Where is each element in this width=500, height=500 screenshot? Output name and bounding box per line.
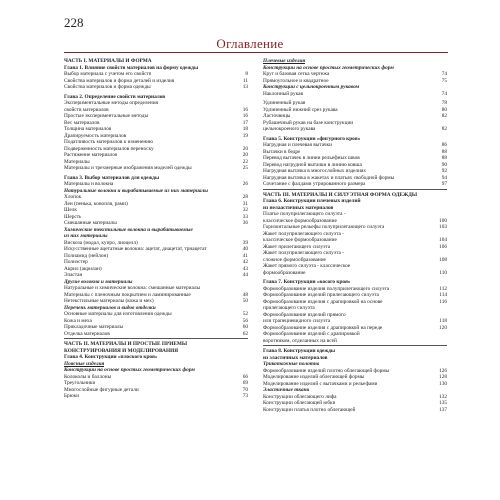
toc-entry-title: цельнокроеного рукава: [263, 126, 316, 132]
toc-entry-page: 66: [242, 373, 248, 380]
toc-entry-page: 60: [242, 324, 248, 330]
toc-entry-page: 20: [242, 152, 248, 158]
toc-entry-title: Глава 4. Конструкции «плоского кроя»: [64, 354, 158, 360]
toc-entry-title: Конструкции платья плотно облегающей: [263, 406, 356, 413]
toc-entry-page: 8: [245, 71, 248, 77]
toc-entry-page: 44: [242, 272, 248, 278]
toc-entry-page: 22: [242, 158, 248, 165]
toc-entry-title: Жакет прилегающего силуэта: [263, 243, 331, 250]
toc-entry-title: Жакет прямого силуэта - классическое: [263, 263, 351, 269]
toc-entry-page: 20: [242, 145, 248, 152]
toc-entry-page: 52: [242, 311, 248, 317]
toc-entry-title: Платье полуприлегающего силуэта -: [263, 211, 346, 217]
toc-entry-title: Химические текстильные волокна и вырабатываемые: [64, 226, 193, 233]
toc-entry-title: Жакет полуприлегающего силуэта -: [263, 250, 344, 256]
toc-entry-page: 39: [242, 239, 248, 246]
toc-entry-title: Подверженность материалов переноску: [64, 145, 154, 152]
toc-entry-title: Растяжение материалов: [64, 152, 118, 158]
toc-entry-title: Конструкции облегающей юбки: [263, 400, 336, 406]
toc-entry-page: 74: [441, 90, 447, 97]
toc-entry-title: из нелаастичных материалов: [263, 204, 334, 211]
toc-entry-title: Глава 1. Влияние свойств материалов на форму одежды: [64, 64, 199, 71]
toc-entry-page: 126: [439, 367, 447, 374]
toc-entry-title: Моделирование изделий облегающей формы: [263, 374, 365, 380]
toc-entry-title: Выбор материала с учетом его свойств: [64, 71, 152, 77]
toc-entry-page: 48: [242, 291, 248, 298]
toc-entry: [64, 331, 248, 338]
toc-entry-title: Ласточвицы: [263, 113, 291, 119]
toc-entry-page: 86: [441, 142, 447, 148]
toc-entry-page: 69: [242, 380, 248, 386]
toc-entry-page: 19: [242, 132, 248, 139]
toc-entry-page: 41: [242, 252, 248, 259]
toc-entry-title: Прикладочные материалы: [64, 324, 124, 330]
page-title: Оглавление: [216, 36, 284, 51]
toc-entry-page: 56: [242, 317, 248, 324]
toc-entry-page: 28: [242, 194, 248, 200]
toc-entry-page: 128: [439, 374, 447, 380]
toc-entry-title: Глава 2. Определение свойств материалов: [64, 93, 166, 100]
toc-entry-title: классическое формообразование: [263, 237, 337, 243]
toc-entry-title: сложное формообразование: [263, 256, 326, 263]
toc-entry-page: 74: [441, 71, 447, 77]
toc-entry: [64, 393, 248, 400]
toc-section-divider: [263, 189, 447, 190]
toc-entry-title: Свойства материалов и форма деталей и изделия: [64, 77, 175, 84]
toc-entry-title: Перевод нагрудной вытачки в линию ковша: [263, 161, 362, 168]
toc-entry: [263, 407, 447, 414]
toc-entry-title: Формообразование изделия с драпировкой на основе: [263, 298, 383, 305]
toc-entry-title: Свойства материалов и форма одежды: [64, 84, 151, 90]
toc-entry-title: Другие волокна и материалы: [64, 278, 133, 285]
toc-entry-title: Полиамид (нейлон): [64, 252, 109, 259]
toc-entry-page: 33: [242, 213, 248, 220]
toc-entry-title: Колоколы и баллоны: [64, 373, 112, 380]
toc-entry-page: 43: [242, 265, 248, 272]
toc-entry-title: Моделирование изделий с вытачками и рельефами: [263, 380, 378, 387]
toc-entry-page: 26: [242, 181, 248, 187]
toc-entry-page: 97: [441, 181, 447, 187]
toc-column-left: [64, 58, 248, 400]
toc-entry-title: Прямоугольное и квадратное: [263, 77, 329, 84]
toc-entry-title: Треугольники: [64, 380, 96, 386]
toc-entry-title: Материалы с пленочным покрытием и ламинированные: [64, 291, 191, 298]
toc-entry-title: Основные материалы для изготовления одежды: [64, 311, 172, 317]
toc-entry-page: 78: [441, 100, 447, 106]
toc-entry-title: Плечевые изделия: [263, 58, 306, 64]
toc-entry-title: Натуральные и химические волокна: смешанные материалы: [64, 285, 201, 291]
toc-entry-title: Удлиненный нижний срез рукава: [263, 106, 338, 113]
toc-entry-title: Формообразование изделий с драпировкой: [263, 331, 360, 337]
toc-entry-title: из них материалы: [64, 233, 108, 239]
toc-entry-title: Глава 5. Конструкции «фигурного кроя»: [263, 135, 361, 142]
toc-entry-title: свойств материалов: [64, 106, 109, 113]
toc-entry-title: Нагрудная вытачка в жакетах и платьях свободной формы: [263, 174, 395, 181]
toc-entry-title: Шерсть: [64, 213, 82, 220]
toc-entry-page: 36: [242, 220, 248, 226]
toc-entry-title: Простые экспериментальные методы: [64, 113, 149, 119]
toc-entry-title: Вытачки в бедре: [263, 148, 301, 155]
toc-entry-title: ЧАСТЬ II. МАТЕРИАЛЫ И ПРОСТЫЕ ПРИЕМЫ: [64, 341, 188, 347]
toc-entry-page: 114: [439, 292, 447, 298]
toc-entry-title: Нагрудная вытачка в многослойных изделиях: [263, 168, 367, 174]
toc-entry-title: Конструкции облегающего лифа: [263, 393, 337, 400]
toc-entry-title: Кожа и меха: [64, 317, 92, 324]
toc-entry-title: Наклонный рукав: [263, 90, 304, 97]
toc-entry-page: 11: [242, 77, 248, 84]
toc-entry-page: 108: [439, 256, 447, 263]
toc-entry-title: Смешанные материалы: [64, 220, 117, 226]
toc-entry-title: Трикотажные полотна: [263, 361, 320, 367]
toc-entry-title: КОНСТРУИРОВАНИЯ И МОДЕЛИРОВАНИЯ: [64, 347, 179, 354]
toc-entry-title: Конструкции с цельнокроенным рукавом: [263, 84, 360, 90]
toc-entry-page: [445, 338, 447, 345]
toc-entry-page: 130: [439, 380, 447, 387]
toc-entry-title: Сочетание с фалдами утрированного размера: [263, 181, 366, 187]
toc-entry-page: 62: [242, 330, 248, 337]
toc-entry-title: Податливость материалов к изменению: [64, 139, 153, 145]
toc-entry-title: Глава 7. Конструкции «косого кроя»: [263, 279, 351, 285]
toc-entry-title: Эластичные ткани: [263, 387, 310, 393]
toc-entry-page: 90: [441, 161, 447, 168]
toc-entry-page: 40: [242, 246, 248, 252]
toc-entry-page: 80: [441, 106, 447, 113]
toc-entry-title: прилегающего силуэта: [263, 305, 315, 311]
toc-entry-title: Формообразование изделия с драпировкой на переде: [263, 324, 383, 331]
toc-entry-title: ЧАСТЬ I. МАТЕРИАЛЫ И ФОРМА: [64, 58, 152, 64]
toc-entry-title: Экспериментальные методы определения: [64, 100, 158, 106]
toc-column-right: [263, 58, 447, 413]
toc-entry-title: классическое формообразование: [263, 217, 337, 224]
toc-entry-page: 118: [439, 318, 447, 324]
toc-entry-page: 16: [242, 113, 248, 119]
toc-entry: [263, 181, 447, 188]
toc-entry-title: Конструкции на основе простых геометрических форм: [64, 367, 195, 373]
toc-entry-page: 112: [439, 285, 447, 292]
toc-entry-title: Толщина материалов: [64, 126, 112, 132]
toc-entry-page: 116: [439, 298, 447, 305]
toc-entry-page: 42: [242, 259, 248, 265]
toc-entry-page: 16: [242, 106, 248, 113]
toc-entry-page: 32: [242, 207, 248, 213]
toc-entry-title: Вискоза (модал, купро, лиоцелл): [64, 239, 138, 246]
toc-entry-page: 50: [242, 298, 248, 304]
toc-entry-page: 104: [439, 237, 447, 243]
toc-entry-title: Формообразование изделий плотно облегающей формы: [263, 367, 390, 374]
toc-entry-title: Полиэстер: [64, 259, 88, 265]
toc-entry-page: 75: [441, 77, 447, 84]
toc-entry-title: Материалы и трехмерные изображения моделей одежды: [64, 165, 192, 171]
toc-entry-title: формообразование: [263, 269, 306, 276]
toc-entry: [263, 338, 447, 345]
toc-entry-title: Хлопок: [64, 194, 82, 200]
toc-entry-page: 132: [439, 393, 447, 400]
toc-entry-page: 135: [439, 400, 447, 406]
toc-entry-page: 18: [242, 126, 248, 132]
toc-entry-title: Лен (пенька, конопля, рами): [64, 200, 128, 207]
toc-entry-title: Акрил (акрилан): [64, 265, 102, 272]
toc-entry-title: Круг и базовая сетка чертежа: [263, 71, 330, 77]
toc-entry-title: ЧАСТЬ III. МАТЕРИАЛЫ И СИЛУЭТНАЯ ФОРМА ОДЕЖДЫ: [263, 191, 418, 198]
toc-entry-title: Драпируемость материалов: [64, 132, 127, 139]
toc-entry-title: Формообразование изделия полуприлегающего силуэта: [263, 285, 390, 292]
toc-section-divider: [263, 345, 447, 346]
toc-entry-title: Материалы и волокна: [64, 181, 114, 187]
toc-entry-title: Горизонтальные рельефы полуприлегающего силуэта: [263, 224, 385, 230]
toc-entry-title: Жакет полуприлегающего силуэта -: [263, 230, 344, 237]
toc-entry-page: 120: [439, 324, 447, 331]
toc-entry-title: Перечень материалов и видов отделки: [64, 304, 156, 311]
toc-entry-page: 31: [242, 200, 248, 207]
toc-entry-page: 70: [242, 386, 248, 393]
toc-entry-page: 17: [242, 119, 248, 126]
toc-entry-page: 103: [439, 224, 447, 230]
page-number: 228: [64, 15, 84, 30]
toc-entry-title: Формообразование изделий прилегающего силуэта: [263, 292, 379, 298]
toc-entry-title: Искусственные ацетатные волокна: ацетат, диацетат, триацетат: [64, 246, 207, 252]
toc-entry-page: 100: [439, 217, 447, 224]
toc-entry-page: 82: [441, 126, 447, 132]
toc-entry-title: Эластан: [64, 272, 83, 278]
toc-entry-title: Натуральные волокна и вырабатываемые из них материалы: [64, 187, 208, 194]
toc-entry-title: Перевод вытачек в линии рельефных швов: [263, 155, 360, 161]
toc-entry-title: Формообразование изделий прямого: [263, 311, 346, 318]
toc-entry-page: 25: [242, 165, 248, 171]
toc-entry-page: 73: [242, 393, 248, 399]
toc-entry-title: Нагрудная и плечевая вытачки: [263, 142, 332, 148]
toc-entry-title: Шелк: [64, 207, 77, 213]
toc-entry-title: Брюки: [64, 393, 80, 399]
toc-entry-title: Глава 8. Конструкции одежды: [263, 348, 336, 354]
toc-entry-page: 13: [242, 84, 248, 90]
toc-entry-page: 106: [439, 243, 447, 250]
toc-entry-title: Поясные изделия: [64, 360, 105, 367]
toc-entry-page: 110: [439, 269, 447, 276]
toc-entry-page: 92: [441, 168, 447, 174]
toc-entry-page: 137: [439, 406, 447, 413]
toc-entry-title: Вес материалов: [64, 119, 100, 126]
toc-section-divider: [64, 338, 248, 339]
toc-entry-title: Удлиненный рукав: [263, 100, 306, 106]
toc-entry-page: 82: [441, 113, 447, 119]
toc-entry-title: из эластичных материалов: [263, 354, 328, 361]
toc-entry-title: Отделка материалов: [64, 330, 110, 337]
toc-entry-title: Нетекстильные материалы (кожа и мех): [64, 298, 154, 304]
toc-entry-title: Конструкции на основе простых геометрических форм: [263, 64, 394, 71]
toc-entry-title: воротником, отделанных на всей: [263, 337, 337, 344]
toc-entry-title: Глава 3. Выбор материалов для одежды: [64, 174, 160, 181]
toc-entry-page: 88: [441, 155, 447, 161]
toc-entry-page: 88: [441, 148, 447, 155]
toc-entry-title: Глава 6. Конструкции плечевых изделий: [263, 198, 361, 204]
toc-entry-title: или трапециевидного силуэта: [263, 318, 331, 324]
toc-entry-title: Материалы: [64, 158, 90, 165]
toc-entry-title: Рубашечный рукав на базе конструкции: [263, 119, 354, 126]
title-divider: [64, 52, 448, 53]
toc-entry-page: 94: [441, 174, 447, 181]
toc-entry-title: Многослойные фигурные детали: [64, 386, 139, 393]
